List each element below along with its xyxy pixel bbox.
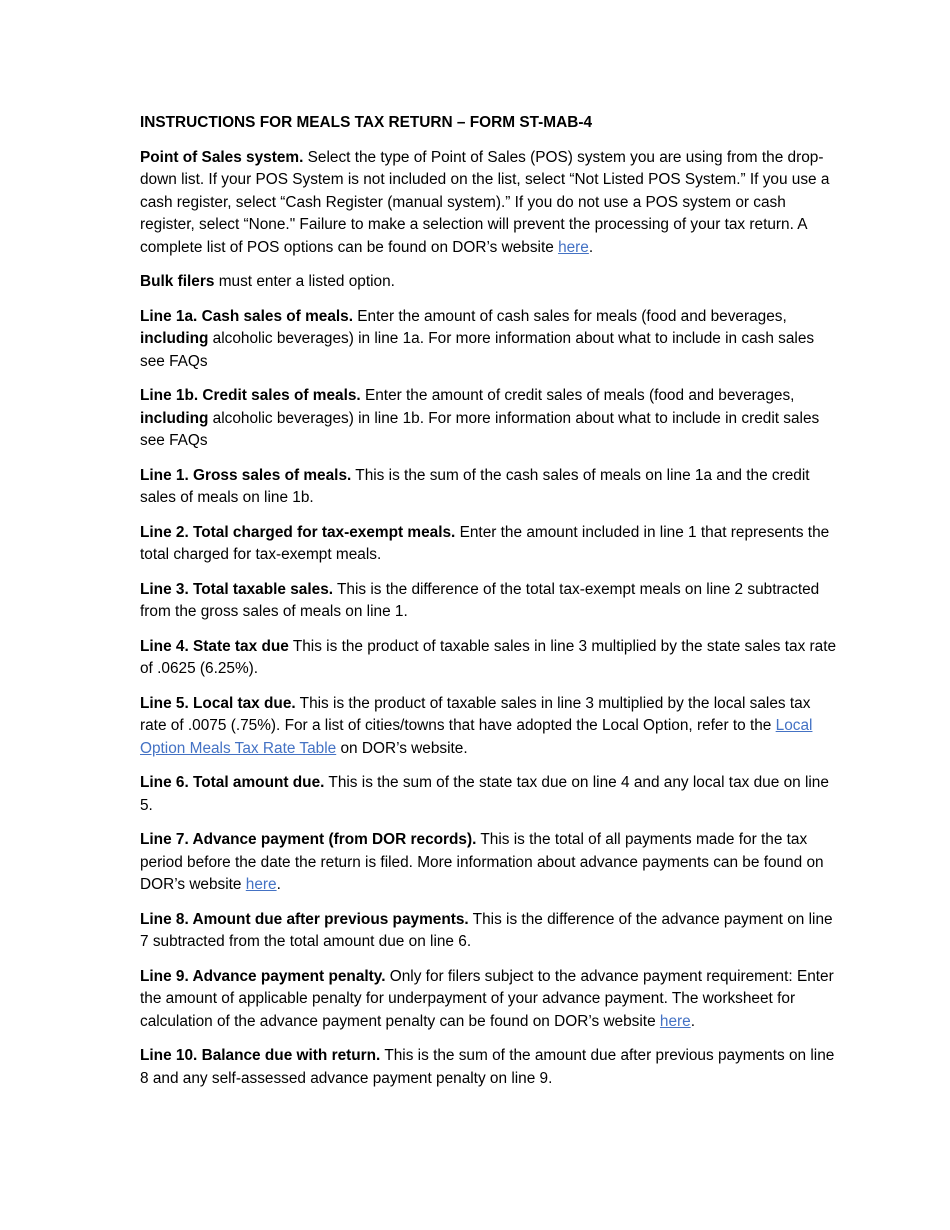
pos-after: . — [588, 238, 594, 256]
line-4-heading: Line 4. State tax due — [140, 637, 289, 655]
paragraph-line-1a — [140, 306, 840, 374]
line-1-text: This is the sum of the cash sales of meals on line 1a and the credit sales of meals on line 1b. — [140, 466, 810, 506]
local-option-rate-table-link[interactable]: Local Option Meals Tax Rate Table — [140, 717, 813, 757]
line-8-heading: Line 8. Amount due after previous payments. — [140, 910, 469, 928]
line-5-after: on DOR’s website. — [336, 739, 468, 757]
pos-options-link[interactable]: here — [558, 238, 589, 256]
line-7-after: . — [276, 876, 281, 893]
line-7-text: This is the total of all payments made for the tax period before the date the return is filed. More information about advance payments can be found on DOR’s website — [140, 831, 824, 893]
line-8-text: This is the difference of the advance payment on line 7 subtracted from the total amount due on line 6. — [140, 910, 833, 950]
line-1b-after: alcoholic beverages) in line 1b. For more information about what to include in credit sales see FAQs — [140, 409, 820, 449]
paragraph-line-5 — [140, 693, 840, 761]
bulk-heading: Bulk filers — [140, 273, 215, 290]
line-2-text: Enter the amount included in line 1 that represents the total charged for tax-exempt meals. — [140, 523, 830, 563]
penalty-worksheet-link[interactable]: here — [659, 1012, 691, 1030]
paragraph-pos-system — [140, 147, 840, 260]
paragraph-line-6 — [140, 772, 840, 817]
paragraph-line-1 — [140, 465, 840, 510]
paragraph-line-3 — [140, 579, 840, 624]
paragraph-line-7 — [140, 829, 840, 897]
line-10-text: This is the sum of the amount due after previous payments on line 8 and any self-assessed advance payment penalty on line 9. — [140, 1047, 835, 1087]
advance-payments-link[interactable]: here — [245, 876, 277, 893]
line-4-text: This is the product of taxable sales in line 3 multiplied by the state sales tax rate of .0625 (6.25%). — [140, 637, 837, 677]
line-3-heading: Line 3. Total taxable sales. — [140, 580, 334, 598]
line-9-heading: Line 9. Advance payment penalty. — [140, 967, 386, 985]
pos-text: Select the type of Point of Sales (POS) system you are using from the drop-down list. If your POS System is not included on the list, select “Not Listed POS System.” If you use a cash register, select “Cash Register (manual system).” If you do not use a POS system or cash register, select “None." Failure to make a selection will prevent the processing of your tax return. A complete list of POS options can be found on DOR’s website — [140, 148, 830, 256]
line-7-heading: Line 7. Advance payment (from DOR records). — [140, 831, 477, 848]
line-5-heading: Line 5. Local tax due. — [140, 694, 296, 712]
paragraph-line-8 — [140, 909, 840, 954]
line-2-heading: Line 2. Total charged for tax-exempt meals. — [140, 523, 456, 541]
paragraph-line-1b — [140, 385, 840, 453]
paragraph-line-4 — [140, 636, 840, 681]
paragraph-bulk-filers — [140, 271, 840, 294]
line-1a-after: alcoholic beverages) in line 1a. For more information about what to include in cash sales see FAQs — [140, 330, 815, 370]
line-6-text: This is the sum of the state tax due on line 4 and any local tax due on line 5. — [140, 774, 829, 814]
pos-heading: Point of Sales system. — [140, 148, 304, 166]
paragraph-line-9 — [140, 966, 840, 1034]
line-9-text: Only for filers subject to the advance payment requirement: Enter the amount of applicable penalty for underpayment of your advance payment. The worksheet for calculation of the advance payment penalty can be found on DOR’s website — [140, 967, 834, 1030]
line-1-heading: Line 1. Gross sales of meals. — [140, 466, 352, 484]
line-1b-emphasis: including — [140, 409, 209, 427]
document-page — [140, 112, 840, 1102]
paragraph-line-10 — [140, 1045, 840, 1090]
line-5-text: This is the product of taxable sales in line 3 multiplied by the local sales tax rate of .0075 (.75%). For a list of cities/towns that have adopted the Local Option, refer to the — [140, 694, 811, 734]
bulk-text: must enter a listed option. — [214, 273, 395, 290]
line-1b-text: Enter the amount of credit sales of meals (food and beverages, — [360, 387, 795, 404]
document-title: INSTRUCTIONS FOR MEALS TAX RETURN – FORM ST-MAB-4 — [140, 114, 593, 131]
line-1a-text: Enter the amount of cash sales for meals (food and beverages, — [353, 307, 787, 325]
line-10-heading: Line 10. Balance due with return. — [140, 1047, 381, 1064]
line-1a-heading: Line 1a. Cash sales of meals. — [140, 307, 354, 325]
line-1a-emphasis: including — [140, 330, 209, 347]
line-1b-heading: Line 1b. Credit sales of meals. — [140, 387, 361, 404]
paragraph-line-2 — [140, 522, 840, 567]
line-6-heading: Line 6. Total amount due. — [140, 774, 325, 791]
line-9-after: . — [690, 1012, 695, 1030]
line-3-text: This is the difference of the total tax-exempt meals on line 2 subtracted from the gross sales of meals on line 1. — [140, 580, 820, 620]
